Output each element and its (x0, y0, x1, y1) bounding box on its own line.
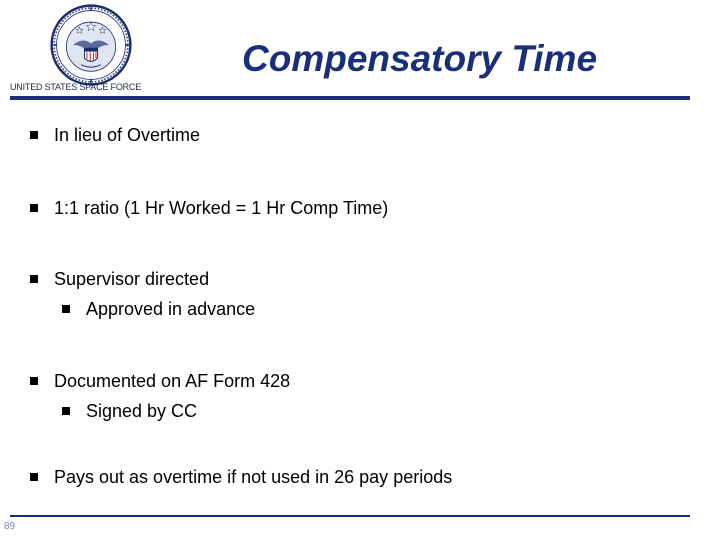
bullet-item (30, 466, 452, 488)
bullet-item (30, 197, 388, 219)
department-seal (50, 4, 132, 86)
bullet-text: Supervisor directed (54, 269, 210, 289)
bullet-text: 1:1 ratio (1 Hr Worked = 1 Hr Comp Time) (54, 198, 389, 218)
square-bullet-icon (30, 131, 38, 139)
footer-divider (10, 515, 690, 517)
bullet-text: Pays out as overtime if not used in 26 pay periods (54, 467, 453, 487)
sub-bullet-item (62, 400, 197, 422)
bullet-text: Documented on AF Form 428 (54, 371, 291, 391)
page-number: 89 (4, 521, 16, 532)
square-bullet-icon (62, 305, 70, 313)
sub-bullet-text: Signed by CC (86, 401, 198, 421)
bullet-item (30, 124, 200, 146)
bullet-text: In lieu of Overtime (54, 125, 201, 145)
sub-bullet-item (62, 298, 255, 320)
square-bullet-icon (30, 473, 38, 481)
sub-bullet-text: Approved in advance (86, 299, 256, 319)
square-bullet-icon (30, 275, 38, 283)
square-bullet-icon (62, 407, 70, 415)
bullet-item (30, 268, 209, 290)
header-divider (10, 96, 690, 100)
square-bullet-icon (30, 377, 38, 385)
bullet-item (30, 370, 290, 392)
organization-name: UNITED STATES SPACE FORCE (10, 82, 142, 92)
square-bullet-icon (30, 204, 38, 212)
slide-title: Compensatory Time (242, 38, 598, 79)
